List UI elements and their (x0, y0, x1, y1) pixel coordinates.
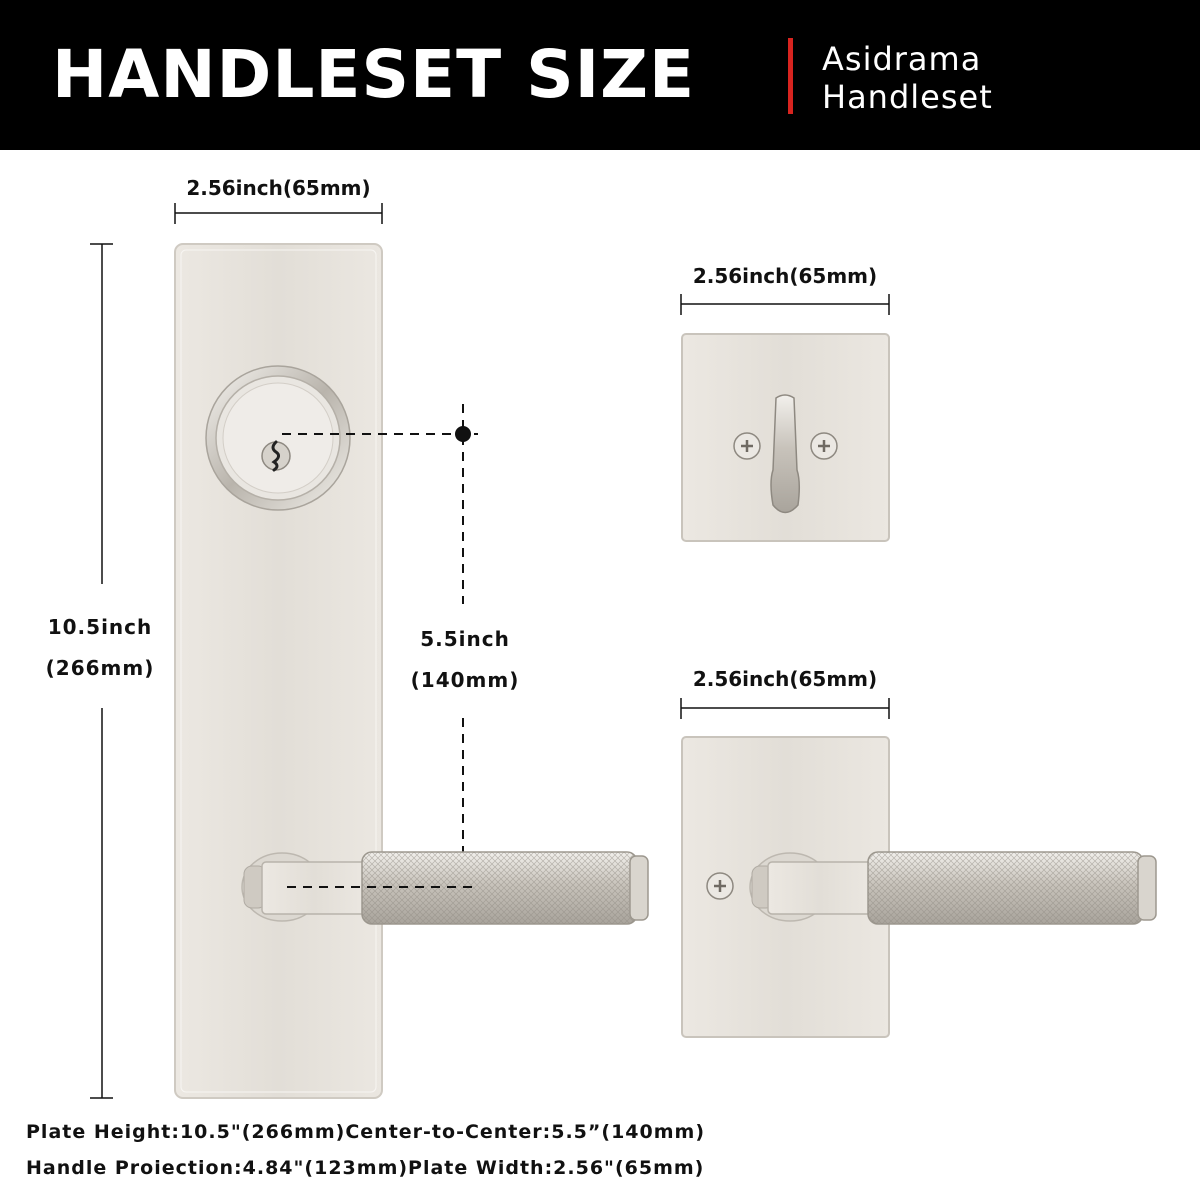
page-title: HANDLESET SIZE (52, 36, 696, 113)
lever-handle-passage (750, 852, 1156, 924)
deadbolt-width-label: 2.56inch(65mm) (692, 264, 878, 288)
plate-height-label-2: (266mm) (45, 656, 155, 680)
screw-icon (734, 433, 760, 459)
plate-height-label-1: 10.5inch (47, 615, 153, 639)
spec-line-1: Plate Height:10.5"(266mm)Center-to-Center:5.5”(140mm) (26, 1121, 706, 1143)
key-cylinder (206, 366, 350, 510)
brand-line-2: Handleset (822, 78, 993, 116)
deadbolt-width-dimension (681, 294, 889, 315)
passage-width-label: 2.56inch(65mm) (692, 667, 878, 691)
passage-width-dimension (681, 698, 889, 719)
thumb-turn-icon (771, 395, 799, 513)
center-distance-label-1: 5.5inch (420, 627, 510, 651)
screw-icon (707, 873, 733, 899)
center-distance-label-2: (140mm) (410, 668, 520, 692)
spec-line-2: Handle Proiection:4.84"(123mm)Plate Width:2.56"(65mm) (26, 1157, 705, 1179)
plate-width-dimension (175, 203, 382, 224)
brand-line-1: Asidrama (822, 40, 982, 78)
lever-handle-main (242, 852, 648, 924)
plate-width-label: 2.56inch(65mm) (186, 176, 371, 200)
screw-icon (811, 433, 837, 459)
